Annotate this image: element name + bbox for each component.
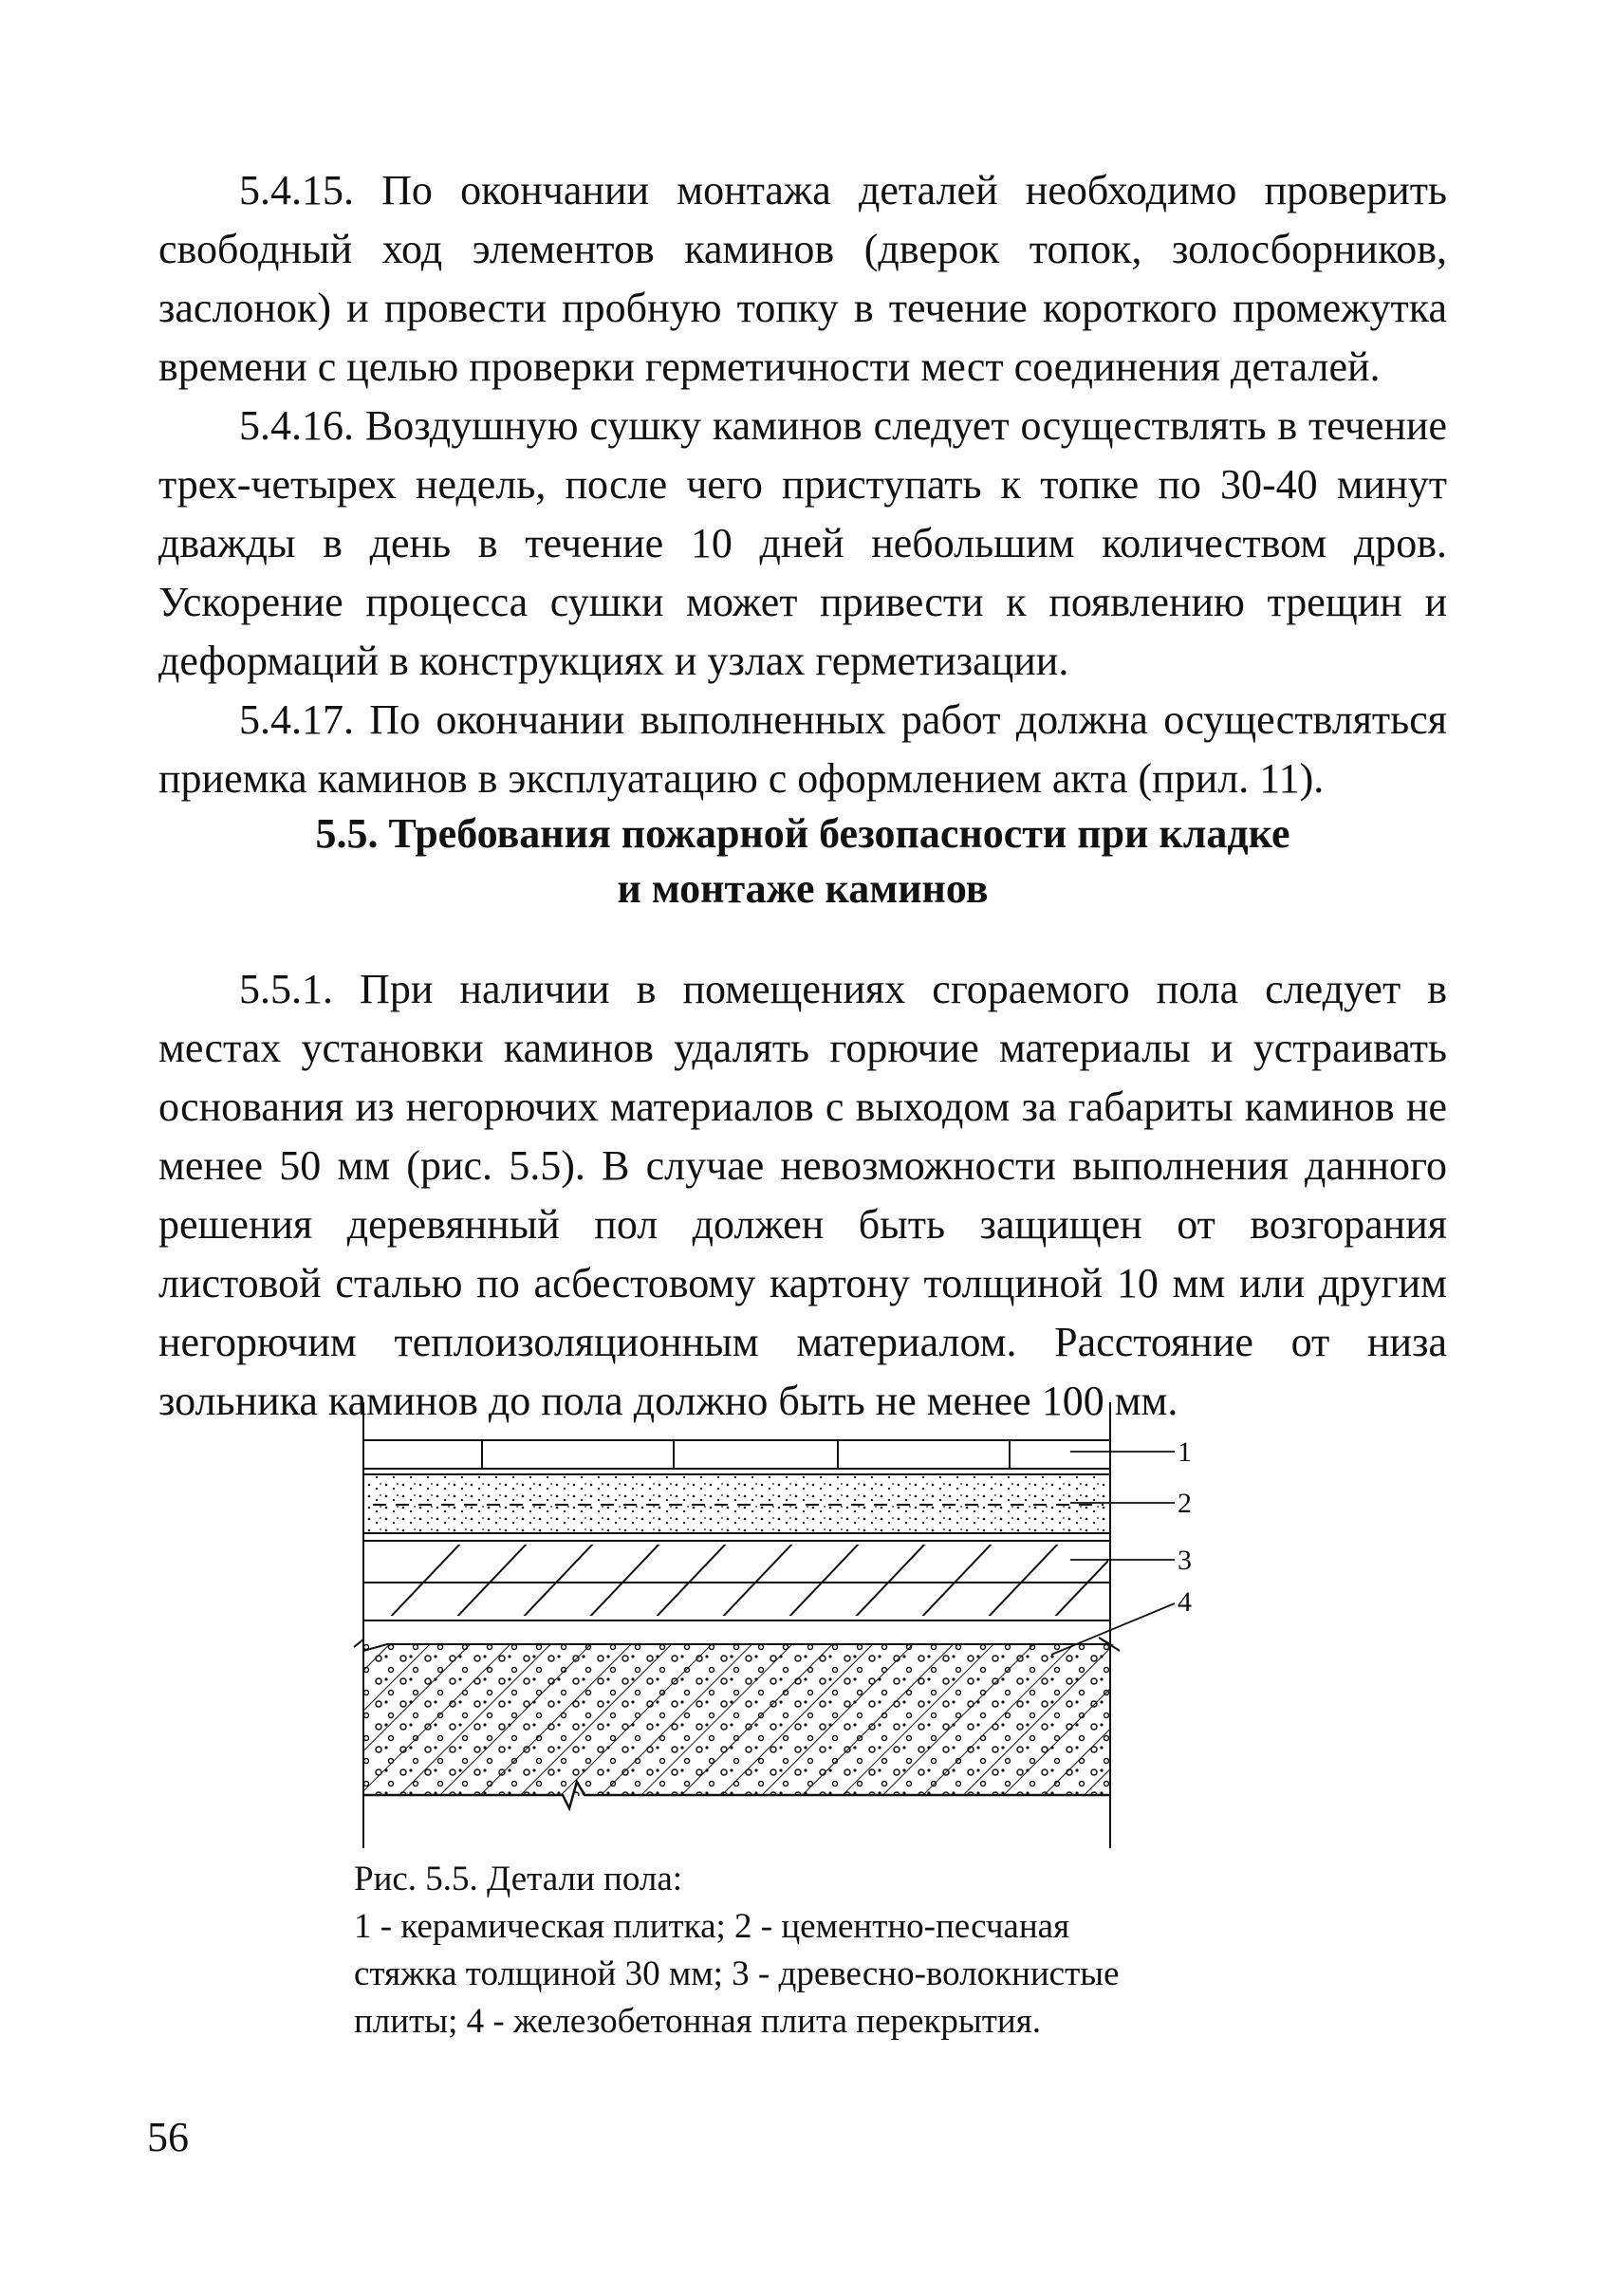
page-number: 56	[147, 2114, 189, 2160]
fiberboard-layer	[363, 1541, 1127, 1620]
callout-label-3: 3	[1178, 1545, 1192, 1576]
paragraph-5-5-1: 5.5.1. При наличии в помещениях сгораемого пола следует в местах установки каминов удалять горючие материалы и устраивать основания из негорючих материалов с выходом за габариты каминов не менее 50 мм (рис. 5.5). В случае невозможности выполнения данного решения деревянный пол должен быть защищен от возгорания листовой сталью по асбестовому картону толщиной 10 мм или другим негорючим теплоизоляционным материалом. Расстояние от низа зольника каминов до пола должно быть не менее 100 мм.	[158, 966, 1447, 1424]
floor-layers-drawing	[349, 1402, 1270, 1848]
callout-label-4: 4	[1178, 1586, 1192, 1618]
callout-label-1: 1	[1178, 1436, 1192, 1468]
caption-line-1: 1 - керамическая плитка; 2 - цементно-песчаная	[354, 1907, 1070, 1946]
section-heading	[158, 806, 1447, 917]
paragraph-5-4-17: 5.4.17. По окончании выполненных работ должна осуществляться приемка каминов в эксплуатацию с оформлением акта (прил. 11).	[158, 696, 1447, 802]
caption-line-2: стяжка толщиной 30 мм; 3 - древесно-волокнистые	[354, 1954, 1120, 1993]
top-text-block	[158, 161, 1447, 808]
section-text-block	[158, 960, 1447, 1431]
ceramic-tile-layer	[363, 1440, 1110, 1469]
section-heading-line-1: 5.5. Требования пожарной безопасности при кладке	[315, 810, 1290, 857]
section-heading-line-2: и монтаже каминов	[617, 865, 989, 912]
cement-sand-screed-layer	[363, 1474, 1110, 1533]
caption-line-3: плиты; 4 - железобетонная плита перекрытия.	[354, 2002, 1041, 2041]
paragraph-5-4-16: 5.4.16. Воздушную сушку каминов следует осуществлять в течение трех-четырех недель, после чего приступать к топке по 30-40 минут дважды в день в течение 10 дней небольшим количеством дров. Ускорение процесса сушки может привести к появлению трещин и деформаций в конструкциях и узлах герметизации.	[158, 402, 1447, 684]
concrete-slab-layer	[354, 1638, 1120, 1808]
floor-detail-figure	[349, 1402, 1270, 1848]
paragraph-5-4-15: 5.4.15. По окончании монтажа деталей необходимо проверить свободный ход элементов каминов (дверок топок, золосборников, заслонок) и провести пробную топку в течение короткого промежутка времени с целью проверки герметичности мест соединения деталей.	[158, 167, 1447, 390]
callout-label-2: 2	[1178, 1488, 1192, 1519]
figure-caption	[354, 1856, 1265, 2046]
caption-title: Рис. 5.5. Детали пола:	[354, 1860, 683, 1898]
